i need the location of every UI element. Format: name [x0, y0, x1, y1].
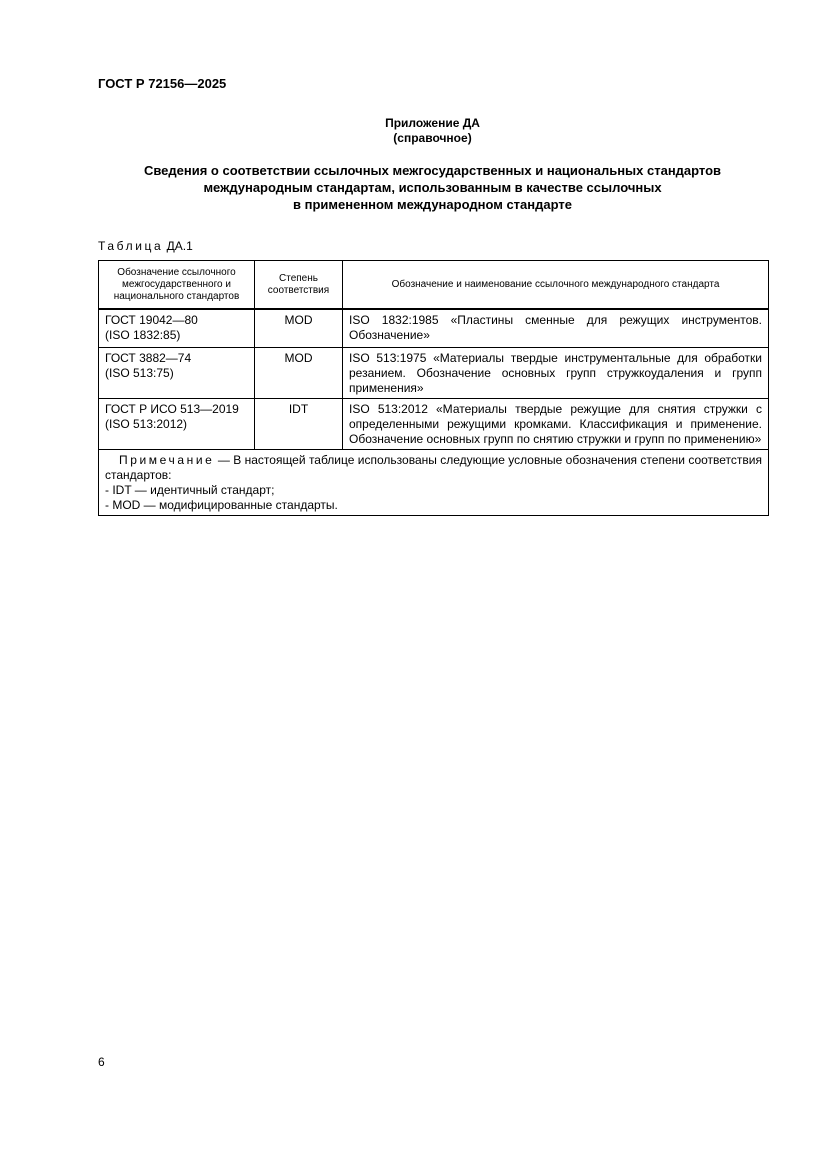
- document-code: ГОСТ Р 72156—2025: [98, 76, 227, 91]
- national-standard-cell: [99, 348, 255, 399]
- table-row: [99, 309, 769, 348]
- table-row: [99, 399, 769, 450]
- international-standard-cell: ISO 1832:1985 «Пластины сменные для режущих инструментов. Обозначение»: [343, 309, 769, 348]
- note-item: - IDT — идентичный стандарт;: [105, 483, 275, 497]
- degree-cell: MOD: [255, 309, 343, 348]
- annex-heading: [98, 116, 767, 146]
- annex-title: [98, 162, 767, 213]
- national-standard-iso-ref: (ISO 513:2012): [105, 417, 188, 431]
- national-standard-code: ГОСТ 3882—74: [105, 351, 192, 365]
- international-standard-cell: ISO 513:1975 «Материалы твердые инструментальные для обработки резанием. Обозначение основных групп стружкоудаления и групп применения»: [343, 348, 769, 399]
- note-text: — В настоящей таблице использованы следующие условные обозначения степени соответствия стандартов:: [105, 453, 762, 482]
- header-national-standard: Обозначение ссылочного межгосударственного и национального стандартов: [99, 261, 255, 310]
- table-row: [99, 348, 769, 399]
- table-note: [99, 450, 769, 516]
- annex-kind: (справочное): [393, 131, 472, 145]
- annex-title-line: Сведения о соответствии ссылочных межгосударственных и национальных стандартов: [143, 163, 722, 178]
- page-number: 6: [98, 1055, 105, 1069]
- degree-cell: IDT: [255, 399, 343, 450]
- table-caption: [98, 239, 193, 253]
- national-standard-code: ГОСТ Р ИСО 513—2019: [105, 402, 239, 416]
- header-degree: Степень соответствия: [255, 261, 343, 310]
- table-note-row: [99, 450, 769, 516]
- annex-label: Приложение ДА: [385, 116, 480, 130]
- note-item: - MOD — модифицированные стандарты.: [105, 498, 338, 512]
- national-standard-iso-ref: (ISO 513:75): [105, 366, 174, 380]
- header-international-standard: Обозначение и наименование ссылочного международного стандарта: [343, 261, 769, 310]
- annex-title-line: международным стандартам, использованным в качестве ссылочных: [203, 180, 662, 195]
- annex-title-line: в примененном международном стандарте: [293, 197, 572, 212]
- degree-cell: MOD: [255, 348, 343, 399]
- international-standard-cell: ISO 513:2012 «Материалы твердые режущие для снятия стружки с определенными режущими кромками. Классификация и применение. Обозначение основных групп по снятию стружки и групп по применению»: [343, 399, 769, 450]
- table-caption-number: ДА.1: [166, 239, 193, 253]
- national-standard-cell: [99, 309, 255, 348]
- table-caption-word: Таблица: [98, 239, 164, 253]
- national-standard-iso-ref: (ISO 1832:85): [105, 328, 181, 342]
- standards-table: [98, 260, 769, 516]
- national-standard-cell: [99, 399, 255, 450]
- table-header-row: [99, 261, 769, 310]
- note-lead: Примечание: [119, 453, 215, 467]
- national-standard-code: ГОСТ 19042—80: [105, 313, 198, 327]
